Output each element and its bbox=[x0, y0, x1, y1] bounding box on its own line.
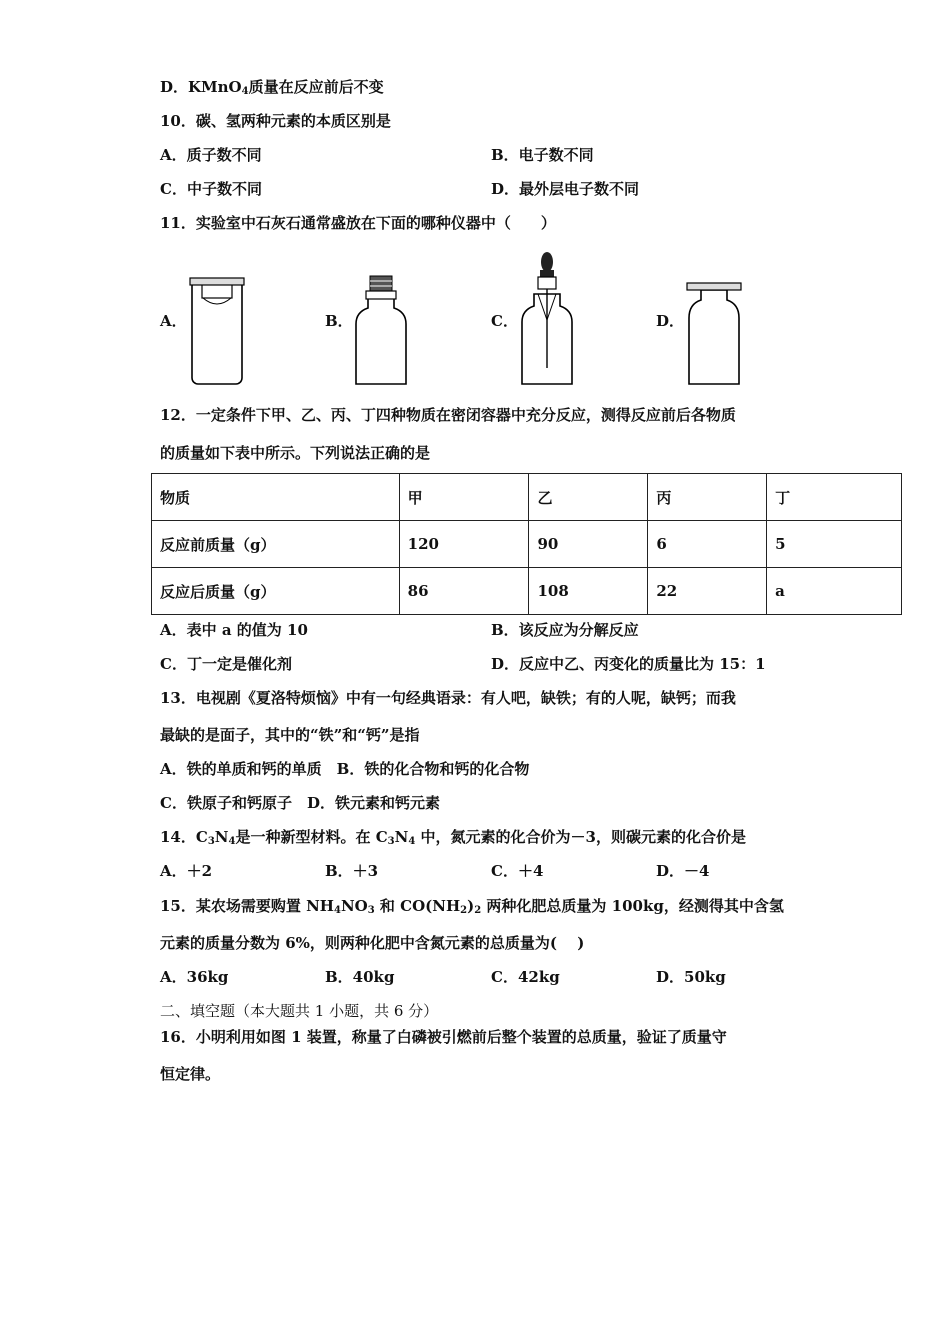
q10-option-c: C．中子数不同 bbox=[160, 180, 262, 198]
table-cell: 5 bbox=[767, 521, 902, 568]
option-d-kmno4: D．KMnO$_4$质量在反应前后不变 bbox=[160, 78, 384, 97]
q14-stem: 14．$C_3N_4$是一种新型材料。在 $C_3N_4$ 中，氮元素的化合价为－3，则碳元素的化合价是 bbox=[160, 828, 746, 847]
table-cell: 22 bbox=[648, 568, 767, 615]
table-header-cell: 甲 bbox=[399, 474, 529, 521]
q14-option-d: D．－4 bbox=[656, 862, 710, 880]
table-header-cell: 丁 bbox=[767, 474, 902, 521]
q12-data-table bbox=[151, 473, 902, 615]
wide-mouth-bottle-icon bbox=[185, 250, 245, 390]
q10-stem: 10．碳、氢两种元素的本质区别是 bbox=[160, 112, 391, 130]
q16-line1: 16．小明利用如图 1 装置，称量了白磷被引燃前后整个装置的总质量，验证了质量守 bbox=[160, 1028, 727, 1046]
q15-option-b: B．40kg bbox=[325, 968, 395, 986]
section-heading: 二、填空题（本大题共 1 小题，共 6 分） bbox=[160, 1002, 439, 1020]
q12-option-d: D．反应中乙、丙变化的质量比为 15：1 bbox=[491, 655, 766, 673]
screw-cap-bottle-icon bbox=[350, 250, 412, 390]
q14-option-b: B．＋3 bbox=[325, 862, 379, 880]
q15-stem-line1: 15．某农场需要购置 $NH_4NO_3$ 和 $CO(NH_2)_2$ 两种化肥总质量为 100kg，经测得其中含氢 bbox=[160, 897, 784, 916]
q14-option-c: C．＋4 bbox=[491, 862, 544, 880]
q11-label-a: A． bbox=[160, 312, 187, 330]
table-header-cell: 乙 bbox=[529, 474, 648, 521]
table-row bbox=[152, 521, 902, 568]
table-header-cell: 物质 bbox=[152, 474, 400, 521]
table-cell: 6 bbox=[648, 521, 767, 568]
table-cell: a bbox=[767, 568, 902, 615]
q10-option-b: B．电子数不同 bbox=[491, 146, 594, 164]
narrow-mouth-bottle-icon bbox=[681, 250, 745, 390]
q15-option-d: D．50kg bbox=[656, 968, 726, 986]
q15-option-c: C．42kg bbox=[491, 968, 560, 986]
table-header-cell: 丙 bbox=[648, 474, 767, 521]
q15-option-a: A．36kg bbox=[160, 968, 229, 986]
q11-label-b: B． bbox=[325, 312, 353, 330]
q11-label-d: D． bbox=[656, 312, 685, 330]
table-header-row bbox=[152, 474, 902, 521]
q12-option-c: C．丁一定是催化剂 bbox=[160, 655, 292, 673]
q10-option-a: A．质子数不同 bbox=[160, 146, 262, 164]
q13-options-line1: A．铁的单质和钙的单质 B．铁的化合物和钙的化合物 bbox=[160, 760, 530, 778]
dropper-bottle-icon bbox=[516, 250, 578, 390]
q13-options-line2: C．铁原子和钙原子 D．铁元素和钙元素 bbox=[160, 794, 440, 812]
q12-option-a: A．表中 a 的值为 10 bbox=[160, 621, 308, 639]
q10-option-d: D．最外层电子数不同 bbox=[491, 180, 640, 198]
q12-stem-line1: 12．一定条件下甲、乙、丙、丁四种物质在密闭容器中充分反应，测得反应前后各物质 bbox=[160, 406, 736, 424]
table-cell: 120 bbox=[399, 521, 529, 568]
q16-line2: 恒定律。 bbox=[160, 1065, 221, 1083]
q14-option-a: A．＋2 bbox=[160, 862, 213, 880]
q15-stem-line2: 元素的质量分数为 6%，则两种化肥中含氮元素的总质量为( ) bbox=[160, 934, 585, 952]
table-cell: 反应前质量（g） bbox=[152, 521, 400, 568]
table-row bbox=[152, 568, 902, 615]
table-cell: 108 bbox=[529, 568, 648, 615]
q12-stem-line2: 的质量如下表中所示。下列说法正确的是 bbox=[160, 444, 431, 462]
q13-stem-line2: 最缺的是面子，其中的“铁”和“钙”是指 bbox=[160, 726, 420, 744]
q13-stem-line1: 13．电视剧《夏洛特烦恼》中有一句经典语录：有人吧，缺铁；有的人呢，缺钙；而我 bbox=[160, 689, 736, 707]
q11-stem: 11．实验室中石灰石通常盛放在下面的哪种仪器中（ ） bbox=[160, 214, 556, 232]
q12-option-b: B．该反应为分解反应 bbox=[491, 621, 639, 639]
q11-label-c: C． bbox=[491, 312, 518, 330]
table-cell: 反应后质量（g） bbox=[152, 568, 400, 615]
table-cell: 90 bbox=[529, 521, 648, 568]
table-cell: 86 bbox=[399, 568, 529, 615]
